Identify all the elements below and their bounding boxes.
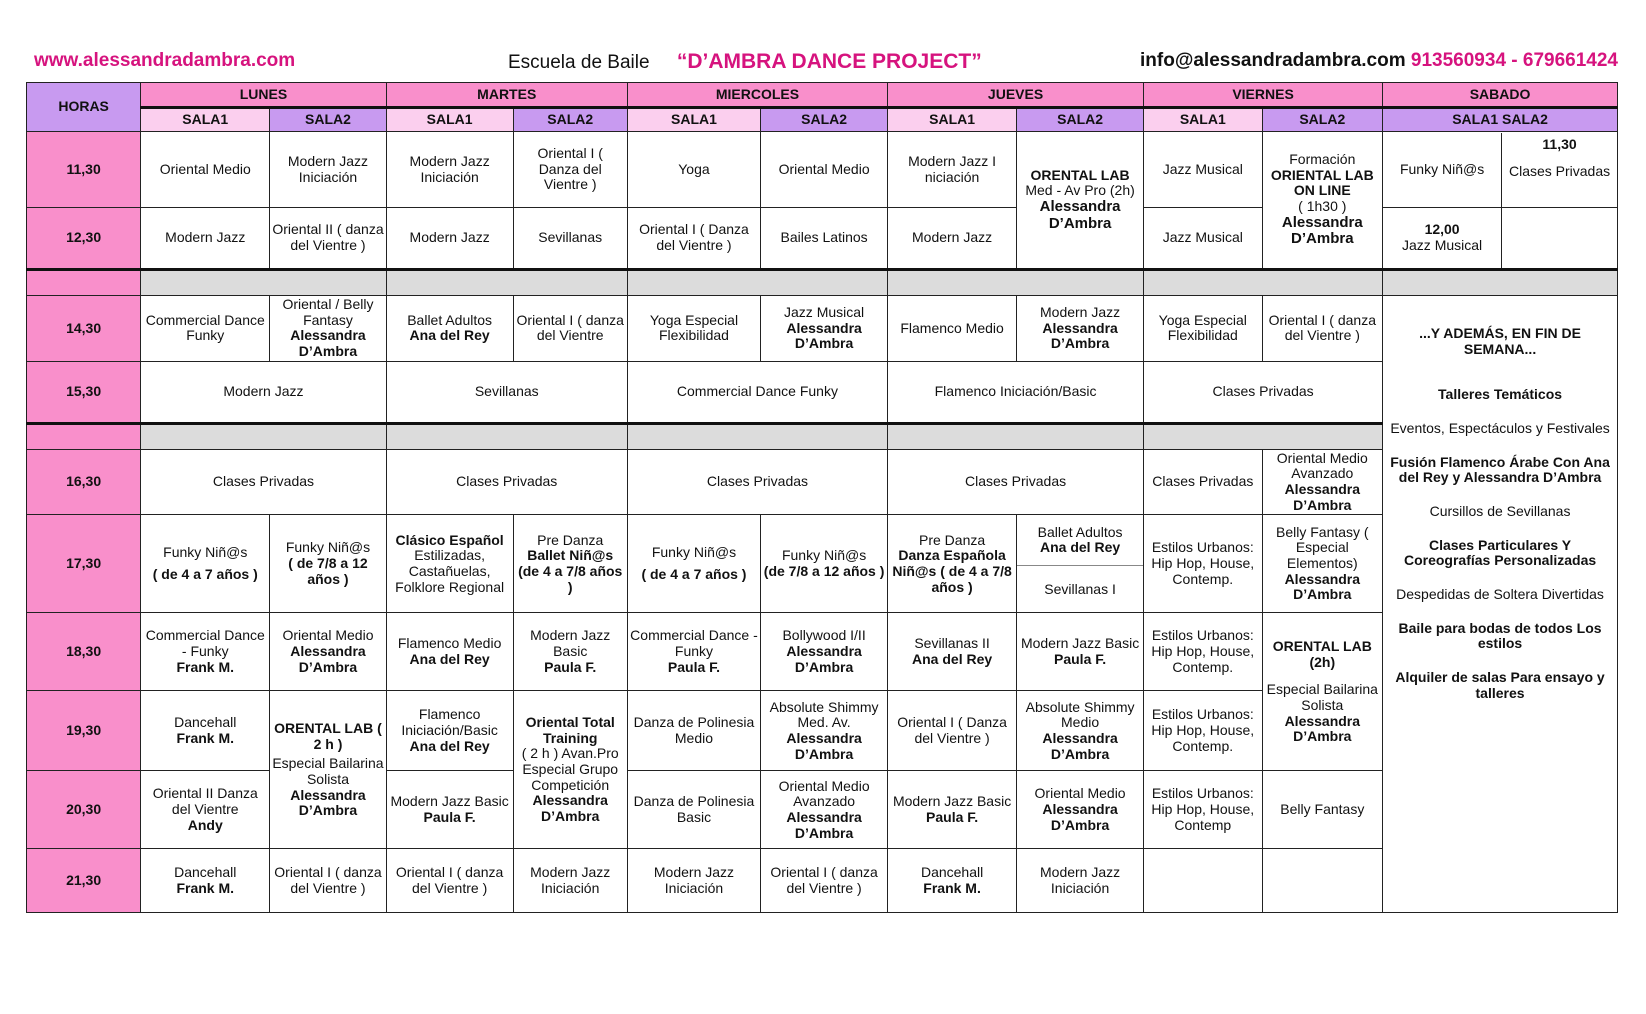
class-cell: Flamenco Iniciación/Basic xyxy=(888,361,1144,423)
class-cell xyxy=(141,849,270,913)
class-cell xyxy=(761,613,888,691)
gap-cell xyxy=(1144,423,1383,449)
teacher-name: Alessandra D’Ambra xyxy=(1284,712,1361,745)
class-cell: Jazz Musical xyxy=(1144,132,1262,208)
contact-phones: 913560934 - 679661424 xyxy=(1410,50,1618,71)
sidebar-talleres: Talleres Temáticos xyxy=(1438,386,1563,403)
class-cell: Yoga Especial Flexibilidad xyxy=(627,296,760,362)
class-title: ORENTAL LAB ( 2 h ) xyxy=(274,719,382,752)
class-cell xyxy=(761,691,888,771)
class-cell xyxy=(141,515,270,613)
gap-cell xyxy=(627,423,887,449)
class-duration: ( 1h30 ) xyxy=(1298,197,1347,214)
class-cell: Funky Niñ@s xyxy=(1383,133,1502,207)
school-name: “D’AMBRA DANCE PROJECT” xyxy=(676,50,982,73)
day-martes: MARTES xyxy=(386,83,627,108)
teacher-name: Paula F. xyxy=(667,658,721,675)
class-cell: Modern Jazz Iniciación xyxy=(386,132,513,208)
empty-cell xyxy=(1262,849,1383,913)
class-subcell xyxy=(1017,515,1143,566)
class-cell xyxy=(270,296,386,362)
class-title: Funky Niñ@s xyxy=(285,539,371,556)
class-detail: Danza Española Niñ@s ( de 4 a 7/8 años ) xyxy=(892,547,1012,595)
class-cell xyxy=(761,296,888,362)
teacher-name: Alessandra D’Ambra xyxy=(786,643,862,675)
class-cell: Sevillanas xyxy=(386,361,627,423)
teacher-name: Frank M. xyxy=(923,879,981,896)
class-detail: Especial Bailarina Solista xyxy=(272,755,384,787)
class-cell xyxy=(761,771,888,849)
class-cell xyxy=(1017,613,1144,691)
class-title: Absolute Shimmy Medio xyxy=(1025,698,1135,731)
gap-cell xyxy=(888,270,1144,296)
schedule-table xyxy=(26,82,1618,913)
class-cell xyxy=(1262,132,1383,270)
class-age: ( de 4 a 7 años ) xyxy=(152,565,258,582)
class-title: Funky Niñ@s xyxy=(163,544,248,561)
hour-label: 15,30 xyxy=(27,361,141,423)
class-cell: Clases Privadas xyxy=(888,449,1144,515)
teacher-name: Ana del Rey xyxy=(1040,539,1121,556)
class-title: Jazz Musical xyxy=(1402,237,1483,253)
teacher-name: Alessandra D’Ambra xyxy=(1284,570,1361,603)
teacher-name: Alessandra D’Ambra xyxy=(786,319,862,352)
class-cell: Clases Privadas xyxy=(1144,361,1383,423)
weekend-sidebar xyxy=(1383,296,1618,913)
teacher-name: Alessandra D’Ambra xyxy=(786,808,862,841)
school-label: Escuela de Baile xyxy=(508,52,650,73)
class-title: Pre Danza xyxy=(537,531,604,548)
gap-cell xyxy=(1144,270,1383,296)
sala1-header: SALA1 xyxy=(888,108,1017,132)
class-title: Modern Jazz xyxy=(1040,303,1121,320)
class-title: Oriental Medio Avanzado xyxy=(1276,449,1368,482)
class-title: Modern Jazz Basic xyxy=(892,793,1012,810)
sala2-header: SALA2 xyxy=(1017,108,1144,132)
gap-cell xyxy=(1383,270,1618,296)
class-title: Commercial Dance - Funky xyxy=(145,627,265,660)
teacher-name: Alessandra D’Ambra xyxy=(532,792,608,825)
class-time: 11,30 xyxy=(1542,135,1577,152)
class-title: Belly Fantasy ( Especial Elementos) xyxy=(1276,523,1369,572)
gap-cell xyxy=(627,270,887,296)
hour-label: 21,30 xyxy=(27,849,141,913)
class-age: ( de 7/8 a 12 años ) xyxy=(288,555,368,587)
class-title: Flamenco Medio xyxy=(397,635,502,652)
sidebar-bodas: Baile para bodas de todos Los estilos xyxy=(1398,619,1602,652)
class-title: ORENTAL LAB (2h) xyxy=(1272,637,1372,670)
class-title: Oriental Medio xyxy=(1034,785,1126,802)
contact-info xyxy=(1140,50,1618,76)
sidebar-fusion: Fusión Flamenco Árabe Con Ana del Rey y Alessandra D’Ambra xyxy=(1390,453,1610,486)
class-age: (de 7/8 a 12 años ) xyxy=(763,562,885,579)
teacher-name: Alessandra D’Ambra xyxy=(290,643,366,675)
class-level: Formación xyxy=(1289,150,1356,167)
class-title: Sevillanas I xyxy=(1044,580,1116,597)
class-cell: Clases Privadas xyxy=(386,449,627,515)
sala2-header: SALA2 xyxy=(270,108,386,132)
class-cell xyxy=(1502,133,1617,207)
teacher-name: Alessandra D’Ambra xyxy=(1039,197,1121,232)
teacher-name: Frank M. xyxy=(176,658,235,675)
class-title: Funky Niñ@s xyxy=(651,544,737,561)
class-cell: Estilos Urbanos: Hip Hop, House, Contemp. xyxy=(1144,613,1262,691)
class-cell: Modern Jazz Iniciación xyxy=(513,849,627,913)
sala1-header: SALA1 xyxy=(386,108,513,132)
class-cell: Oriental I ( Danza del Vientre ) xyxy=(513,132,627,208)
hour-label: 16,30 xyxy=(27,449,141,515)
class-cell xyxy=(270,613,386,691)
class-title: Funky Niñ@s xyxy=(781,547,867,564)
day-lunes: LUNES xyxy=(141,83,386,108)
gap-hour xyxy=(27,270,141,296)
teacher-name: Ana del Rey xyxy=(409,737,490,754)
class-cell: Sevillanas xyxy=(513,208,627,270)
sala2-header: SALA2 xyxy=(1262,108,1383,132)
class-cell xyxy=(386,515,513,613)
class-cell: Bailes Latinos xyxy=(761,208,888,270)
teacher-name: Ana del Rey xyxy=(409,327,490,344)
class-cell xyxy=(888,771,1017,849)
class-cell: Modern Jazz I niciación xyxy=(888,132,1017,208)
class-cell xyxy=(627,613,760,691)
class-cell: Oriental II ( danza del Vientre ) xyxy=(270,208,386,270)
class-cell xyxy=(1017,296,1144,362)
hour-label: 11,30 xyxy=(27,132,141,208)
class-title: Clásico Español xyxy=(395,531,504,548)
class-title: Dancehall xyxy=(174,864,237,881)
gap-cell xyxy=(141,423,386,449)
teacher-name: Frank M. xyxy=(176,729,235,746)
class-title: Modern Jazz Basic xyxy=(530,627,611,660)
class-title: Ballet Adultos xyxy=(407,311,493,328)
class-cell: Estilos Urbanos: Hip Hop, House, Contemp. xyxy=(1144,515,1262,613)
class-cell xyxy=(1017,771,1144,849)
teacher-name: Ana del Rey xyxy=(912,650,993,667)
class-title: Oriental II Danza del Vientre xyxy=(152,785,258,818)
class-cell xyxy=(513,613,627,691)
class-cell: Estilos Urbanos: Hip Hop, House, Contemp xyxy=(1144,771,1262,849)
class-detail: Especial Bailarina Solista xyxy=(1266,681,1378,713)
teacher-name: Paula F. xyxy=(1054,650,1107,667)
class-cell: Modern Jazz xyxy=(386,208,513,270)
class-cell: Oriental Medio xyxy=(141,132,270,208)
class-cell xyxy=(141,691,270,771)
class-title: Bollywood I/II xyxy=(782,627,866,644)
teacher-name: Paula F. xyxy=(423,808,476,825)
hour-label: 14,30 xyxy=(27,296,141,362)
class-cell: Danza de Polinesia Medio xyxy=(627,691,760,771)
hour-label: 19,30 xyxy=(27,691,141,771)
sala1-header: SALA1 xyxy=(141,108,270,132)
class-cell: Commercial Dance Funky xyxy=(627,361,887,423)
gap-cell xyxy=(141,270,386,296)
class-cell: Oriental I ( danza del Vientre ) xyxy=(270,849,386,913)
class-cell xyxy=(386,613,513,691)
sala1-header: SALA1 xyxy=(1144,108,1262,132)
school-title xyxy=(508,50,982,76)
class-title: Absolute Shimmy Med. Av. xyxy=(769,698,879,731)
class-time: 12,00 xyxy=(1424,221,1460,238)
sidebar-alquiler: Alquiler de salas Para ensayo y talleres xyxy=(1395,669,1605,701)
teacher-name: Paula F. xyxy=(544,658,597,675)
class-cell xyxy=(1383,208,1502,268)
hour-label: 17,30 xyxy=(27,515,141,613)
contact-email[interactable]: info@alessandradambra.com xyxy=(1140,50,1406,71)
class-cell: Oriental I ( danza del Vientre ) xyxy=(386,849,513,913)
teacher-name: Alessandra D’Ambra xyxy=(1042,729,1118,762)
class-cell xyxy=(270,515,386,613)
class-title: Oriental / Belly Fantasy xyxy=(282,296,374,328)
website-link[interactable]: www.alessandradambra.com xyxy=(34,50,296,71)
class-cell xyxy=(513,515,627,613)
class-cell: Modern Jazz xyxy=(888,208,1017,270)
horas-header: HORAS xyxy=(27,83,141,132)
class-cell: Estilos Urbanos: Hip Hop, House, Contemp. xyxy=(1144,691,1262,771)
sabado-1230-cell xyxy=(1383,208,1618,270)
class-title: Oriental Medio Avanzado xyxy=(778,777,870,810)
class-cell: Oriental I ( danza del Vientre ) xyxy=(761,849,888,913)
class-title: Modern Jazz Basic xyxy=(390,793,509,810)
class-title: Flamenco Iniciación/Basic xyxy=(401,706,498,739)
class-cell xyxy=(141,771,270,849)
class-title: Ballet Adultos xyxy=(1037,523,1123,540)
class-cell xyxy=(513,691,627,849)
class-cell xyxy=(1262,449,1383,515)
class-cell: Oriental I ( Danza del Vientre ) xyxy=(888,691,1017,771)
class-title: Jazz Musical xyxy=(784,303,865,320)
teacher-name: Alessandra D’Ambra xyxy=(1042,801,1118,833)
class-cell xyxy=(627,515,760,613)
class-cell xyxy=(888,849,1017,913)
teacher-name: Alessandra D’Ambra xyxy=(290,786,366,819)
class-cell: Danza de Polinesia Basic xyxy=(627,771,760,849)
class-cell: Oriental Medio xyxy=(761,132,888,208)
class-cell xyxy=(1017,691,1144,771)
class-title: Oriental Total Training xyxy=(525,714,615,746)
sala2-header: SALA2 xyxy=(513,108,627,132)
class-detail: ( 2 h ) Avan.Pro Especial Grupo Competición xyxy=(521,745,619,793)
class-cell: Modern Jazz Iniciación xyxy=(627,849,760,913)
class-detail: Estilizadas, Castañuelas, Folklore Regional xyxy=(395,547,505,595)
class-cell: Modern Jazz Iniciación xyxy=(270,132,386,208)
gap-cell xyxy=(386,423,627,449)
gap-cell xyxy=(888,423,1144,449)
sidebar-eventos: Eventos, Espectáculos y Festivales xyxy=(1390,420,1610,437)
class-cell: Flamenco Medio xyxy=(888,296,1017,362)
day-sabado: SABADO xyxy=(1383,83,1618,108)
class-cell: Yoga xyxy=(627,132,760,208)
class-cell xyxy=(888,613,1017,691)
class-title: Pre Danza xyxy=(919,531,986,548)
teacher-name: Alessandra D’Ambra xyxy=(786,729,862,762)
class-cell xyxy=(1017,132,1144,270)
class-cell: Belly Fantasy xyxy=(1262,771,1383,849)
sidebar-intro: ...Y ADEMÁS, EN FIN DE SEMANA... xyxy=(1419,325,1581,357)
gap-cell xyxy=(386,270,627,296)
gap-hour xyxy=(27,423,141,449)
sala2-header: SALA2 xyxy=(761,108,888,132)
sabado-1130-cell xyxy=(1383,132,1618,208)
class-cell xyxy=(386,771,513,849)
class-cell xyxy=(141,613,270,691)
sidebar-despedidas: Despedidas de Soltera Divertidas xyxy=(1396,586,1604,603)
day-viernes: VIERNES xyxy=(1144,83,1383,108)
class-cell: Clases Privadas xyxy=(141,449,386,515)
class-title: Modern Jazz Basic xyxy=(1020,635,1140,652)
class-cell xyxy=(386,691,513,771)
class-cell: Modern Jazz xyxy=(141,361,386,423)
class-title: Dancehall xyxy=(920,864,984,881)
class-cell xyxy=(270,691,386,849)
class-cell: Oriental I ( danza del Vientre ) xyxy=(1262,296,1383,362)
teacher-name: Paula F. xyxy=(926,808,979,825)
empty-cell xyxy=(1144,849,1262,913)
class-level: Med - Av Pro (2h) xyxy=(1025,182,1135,199)
hour-label: 12,30 xyxy=(27,208,141,270)
class-cell xyxy=(1262,613,1383,771)
teacher-name: Alessandra D’Ambra xyxy=(1284,481,1361,513)
class-cell: Commercial Dance Funky xyxy=(141,296,270,362)
class-title: Clases Privadas xyxy=(1508,163,1611,180)
sidebar-particulares: Clases Particulares Y Coreografías Personalizadas xyxy=(1403,536,1597,569)
teacher-name: Alessandra D’Ambra xyxy=(1281,213,1363,248)
teacher-name: Ana del Rey xyxy=(409,650,490,667)
sabado-salas-header: SALA1 SALA2 xyxy=(1383,108,1618,132)
class-cell xyxy=(386,296,513,362)
class-cell xyxy=(1017,515,1144,613)
day-jueves: JUEVES xyxy=(888,83,1144,108)
class-title: ORENTAL LAB xyxy=(1030,166,1130,183)
class-cell: Jazz Musical xyxy=(1144,208,1262,270)
class-cell xyxy=(761,515,888,613)
sala1-header: SALA1 xyxy=(627,108,760,132)
class-cell xyxy=(888,515,1017,613)
class-title: Dancehall xyxy=(174,714,237,731)
day-miercoles: MIERCOLES xyxy=(627,83,887,108)
teacher-name: Alessandra D’Ambra xyxy=(290,327,366,360)
hour-label: 20,30 xyxy=(27,771,141,849)
class-cell: Clases Privadas xyxy=(1144,449,1262,515)
class-cell: Oriental I ( danza del Vientre xyxy=(513,296,627,362)
class-age: ( de 4 a 7 años ) xyxy=(641,565,747,582)
class-cell: Yoga Especial Flexibilidad xyxy=(1144,296,1262,362)
class-cell xyxy=(1262,515,1383,613)
sidebar-cursillos: Cursillos de Sevillanas xyxy=(1429,503,1571,520)
class-cell: Oriental I ( Danza del Vientre ) xyxy=(627,208,760,270)
hour-label: 18,30 xyxy=(27,613,141,691)
class-title: Sevillanas II xyxy=(914,635,990,652)
teacher-name: Alessandra D’Ambra xyxy=(1042,319,1118,352)
class-cell: Modern Jazz xyxy=(141,208,270,270)
class-title: Commercial Dance - Funky xyxy=(630,627,758,660)
class-title: Oriental Medio xyxy=(282,627,374,644)
class-cell: Clases Privadas xyxy=(627,449,887,515)
teacher-name: Andy xyxy=(187,816,223,833)
class-cell: Modern Jazz Iniciación xyxy=(1017,849,1144,913)
class-detail: Ballet Niñ@s (de 4 a 7/8 años ) xyxy=(518,547,623,595)
class-title: ORIENTAL LAB ON LINE xyxy=(1270,166,1374,199)
teacher-name: Frank M. xyxy=(176,879,235,896)
